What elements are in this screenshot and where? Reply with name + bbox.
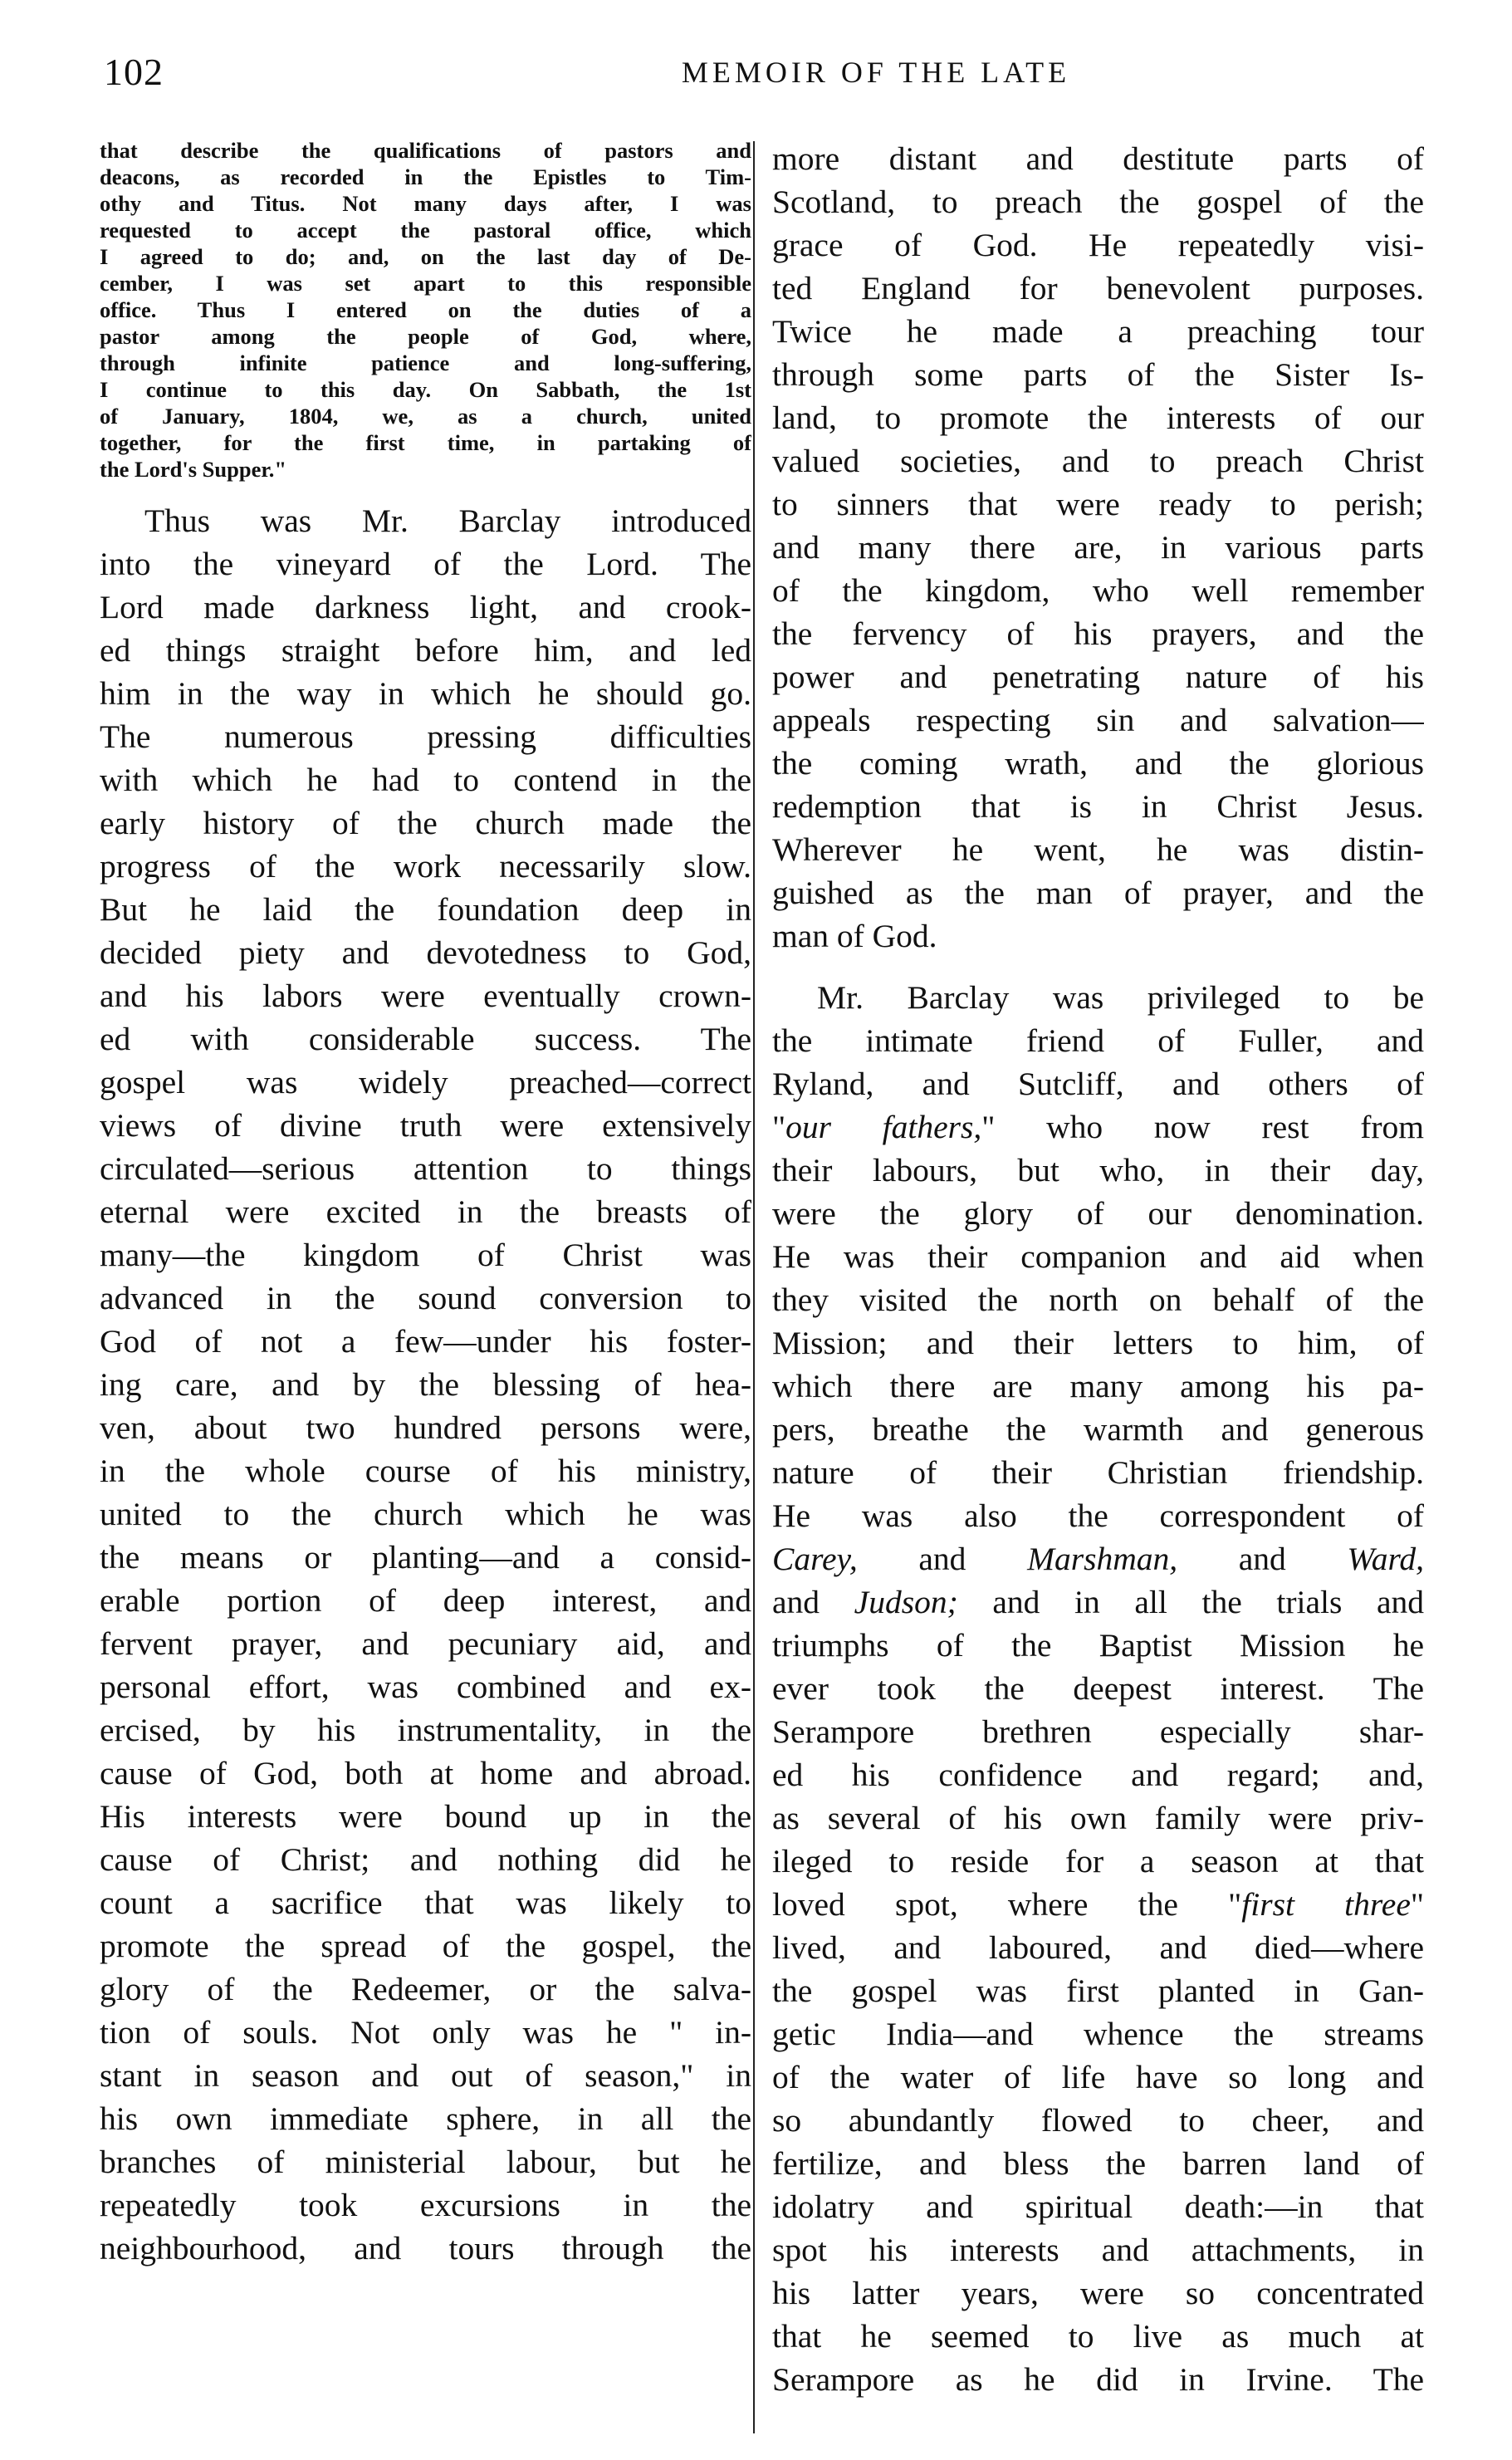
body-line: the coming wrath, and the glorious — [772, 745, 1424, 782]
quote-line: othy and Titus. Not many days after, I was — [100, 191, 751, 216]
body-line: count a sacrifice that was likely to — [100, 1884, 751, 1921]
body-line: so abundantly flowed to cheer, and — [772, 2102, 1424, 2139]
body-line: cause of Christ; and nothing did he — [100, 1841, 751, 1878]
body-line: ted England for benevolent purposes. — [772, 270, 1424, 306]
body-line: were the glory of our denomination. — [772, 1195, 1424, 1232]
body-line: Lord made darkness light, and crook- — [100, 589, 751, 625]
left-body-paragraph — [100, 499, 751, 2270]
body-line: grace of God. He repeatedly visi- — [772, 227, 1424, 263]
body-line: neighbourhood, and tours through the — [100, 2230, 751, 2266]
body-line: getic India—and whence the streams — [772, 2016, 1424, 2052]
body-line: But he laid the foundation deep in — [100, 891, 751, 928]
body-line: fervent prayer, and pecuniary aid, and — [100, 1625, 751, 1662]
body-line: Serampore brethren especially shar- — [772, 1713, 1424, 1750]
body-line: through some parts of the Sister Is- — [772, 356, 1424, 393]
body-line: which there are many among his pa- — [772, 1368, 1424, 1404]
italic-name: Carey, — [772, 1541, 858, 1577]
body-line: his own immediate sphere, in all the — [100, 2100, 751, 2137]
right-paragraph-1 — [772, 137, 1424, 958]
body-line: ed his confidence and regard; and, — [772, 1757, 1424, 1793]
text-fragment: " who now rest from — [981, 1109, 1424, 1145]
quote-line: I agreed to do; and, on the last day of De- — [100, 244, 751, 269]
body-line: as several of his own family were priv- — [772, 1800, 1424, 1836]
body-line: advanced in the sound conversion to — [100, 1280, 751, 1316]
body-line: their labours, but who, in their day, — [772, 1152, 1424, 1188]
body-line: guished as the man of prayer, and the — [772, 875, 1424, 911]
page-number: 102 — [104, 51, 164, 93]
body-line: His interests were bound up in the — [100, 1798, 751, 1835]
body-line: erable portion of deep interest, and — [100, 1582, 751, 1619]
body-line: branches of ministerial labour, but he — [100, 2144, 751, 2180]
body-line — [772, 1883, 1424, 1926]
text-fragment: and — [772, 1584, 854, 1620]
body-line: ven, about two hundred persons were, — [100, 1409, 751, 1446]
right-column — [772, 137, 1424, 2401]
body-line: lived, and laboured, and died—where — [772, 1929, 1424, 1966]
body-line: idolatry and spiritual death:—in that — [772, 2188, 1424, 2225]
body-line: tion of souls. Not only was he " in- — [100, 2014, 751, 2051]
body-line — [772, 1580, 1424, 1624]
quoted-passage — [100, 137, 751, 483]
quote-line: of January, 1804, we, as a church, united — [100, 404, 751, 429]
body-line: of the water of life have so long and — [772, 2059, 1424, 2095]
body-line: stant in season and out of season," in — [100, 2057, 751, 2094]
quote-line: requested to accept the pastoral office, which — [100, 218, 751, 243]
text-fragment: and — [857, 1541, 1028, 1577]
body-line: Twice he made a preaching tour — [772, 313, 1424, 350]
quote-line: that describe the qualifications of pastors and — [100, 138, 751, 163]
body-line: personal effort, was combined and ex- — [100, 1669, 751, 1705]
body-line: him in the way in which he should go. — [100, 675, 751, 712]
quote-line: cember, I was set apart to this responsible — [100, 271, 751, 296]
body-line: He was also the correspondent of — [772, 1497, 1424, 1534]
running-title: MEMOIR OF THE LATE — [681, 56, 1071, 89]
italic-phrase: our fathers, — [785, 1109, 982, 1145]
body-line: Mr. Barclay was privileged to be — [817, 979, 1424, 1016]
quote-line: office. Thus I entered on the duties of a — [100, 297, 751, 322]
body-line: views of divine truth were extensively — [100, 1107, 751, 1144]
body-line: spot his interests and attachments, in — [772, 2232, 1424, 2268]
text-fragment: " — [1410, 1886, 1424, 1923]
body-line: and many there are, in various parts — [772, 529, 1424, 566]
body-line: Wherever he went, he was distin- — [772, 831, 1424, 868]
body-line: many—the kingdom of Christ was — [100, 1237, 751, 1273]
body-line: they visited the north on behalf of the — [772, 1281, 1424, 1318]
text-fragment: " — [772, 1109, 786, 1145]
body-line: The numerous pressing difficulties — [100, 718, 751, 755]
body-line: in the whole course of his ministry, — [100, 1453, 751, 1489]
quote-line: the Lord's Supper." — [100, 457, 287, 482]
left-column — [100, 137, 751, 2270]
body-line: the means or planting—and a consid- — [100, 1539, 751, 1575]
body-line: to sinners that were ready to perish; — [772, 486, 1424, 522]
body-line: ed with considerable success. The — [100, 1021, 751, 1057]
body-line: ileged to reside for a season at that — [772, 1843, 1424, 1879]
body-line: decided piety and devotedness to God, — [100, 934, 751, 971]
body-line: progress of the work necessarily slow. — [100, 848, 751, 885]
body-line: pers, breathe the warmth and generous — [772, 1411, 1424, 1448]
body-line: ever took the deepest interest. The — [772, 1670, 1424, 1707]
body-line: nature of their Christian friendship. — [772, 1454, 1424, 1491]
text-fragment: and — [1177, 1541, 1348, 1577]
body-line: redemption that is in Christ Jesus. — [772, 788, 1424, 825]
body-line: fertilize, and bless the barren land of — [772, 2145, 1424, 2182]
body-line: land, to promote the interests of our — [772, 399, 1424, 436]
body-line: Scotland, to preach the gospel of the — [772, 184, 1424, 220]
right-paragraph-2 — [772, 976, 1424, 2401]
quote-line: pastor among the people of God, where, — [100, 324, 751, 349]
italic-phrase: first three — [1241, 1886, 1411, 1923]
body-line: appeals respecting sin and salvation— — [772, 702, 1424, 738]
quote-line: together, for the first time, in partaking of — [100, 430, 751, 455]
body-line: promote the spread of the gospel, the — [100, 1928, 751, 1964]
body-line: man of God. — [772, 918, 937, 954]
body-line: cause of God, both at home and abroad. — [100, 1755, 751, 1791]
body-line: early history of the church made the — [100, 805, 751, 841]
body-line: valued societies, and to preach Christ — [772, 443, 1424, 479]
body-line: He was their companion and aid when — [772, 1238, 1424, 1275]
italic-name: Marshman, — [1027, 1541, 1178, 1577]
body-line: glory of the Redeemer, or the salva- — [100, 1971, 751, 2007]
body-line: circulated—serious attention to things — [100, 1150, 751, 1187]
body-line: of the kingdom, who well remember — [772, 572, 1424, 609]
text-fragment: loved spot, where the " — [772, 1886, 1242, 1923]
italic-name: Judson; — [854, 1584, 958, 1620]
body-line: the gospel was first planted in Gan- — [772, 1972, 1424, 2009]
page-header — [104, 43, 1449, 101]
body-line: God of not a few—under his foster- — [100, 1323, 751, 1360]
body-line: Serampore as he did in Irvine. The — [772, 2361, 1424, 2398]
body-line: and his labors were eventually crown- — [100, 978, 751, 1014]
body-line: gospel was widely preached—correct — [100, 1064, 751, 1100]
quote-line: deacons, as recorded in the Epistles to Tim- — [100, 164, 751, 189]
body-line: power and penetrating nature of his — [772, 659, 1424, 695]
column-divider — [753, 141, 755, 2433]
quote-line: I continue to this day. On Sabbath, the 1st — [100, 377, 751, 402]
body-line: ing care, and by the blessing of hea- — [100, 1366, 751, 1403]
body-line — [772, 1105, 1424, 1149]
text-fragment: and in all the trials and — [957, 1584, 1424, 1620]
body-line: with which he had to contend in the — [100, 762, 751, 798]
body-line: Thus was Mr. Barclay introduced — [144, 502, 751, 539]
body-line: the intimate friend of Fuller, and — [772, 1022, 1424, 1059]
body-line: Ryland, and Sutcliff, and others of — [772, 1066, 1424, 1102]
body-line: the fervency of his prayers, and the — [772, 615, 1424, 652]
body-line: united to the church which he was — [100, 1496, 751, 1532]
quote-line: through infinite patience and long-suffering, — [100, 350, 751, 375]
body-line: more distant and destitute parts of — [772, 140, 1424, 177]
body-line: that he seemed to live as much at — [772, 2318, 1424, 2355]
body-line: eternal were excited in the breasts of — [100, 1193, 751, 1230]
body-line: ed things straight before him, and led — [100, 632, 751, 669]
body-line: his latter years, were so concentrated — [772, 2275, 1424, 2311]
body-line: triumphs of the Baptist Mission he — [772, 1627, 1424, 1664]
body-line: ercised, by his instrumentality, in the — [100, 1712, 751, 1748]
body-line — [772, 1537, 1424, 1580]
body-line: into the vineyard of the Lord. The — [100, 546, 751, 582]
body-line: Mission; and their letters to him, of — [772, 1325, 1424, 1361]
body-line: repeatedly took excursions in the — [100, 2187, 751, 2223]
italic-name: Ward, — [1347, 1541, 1424, 1577]
